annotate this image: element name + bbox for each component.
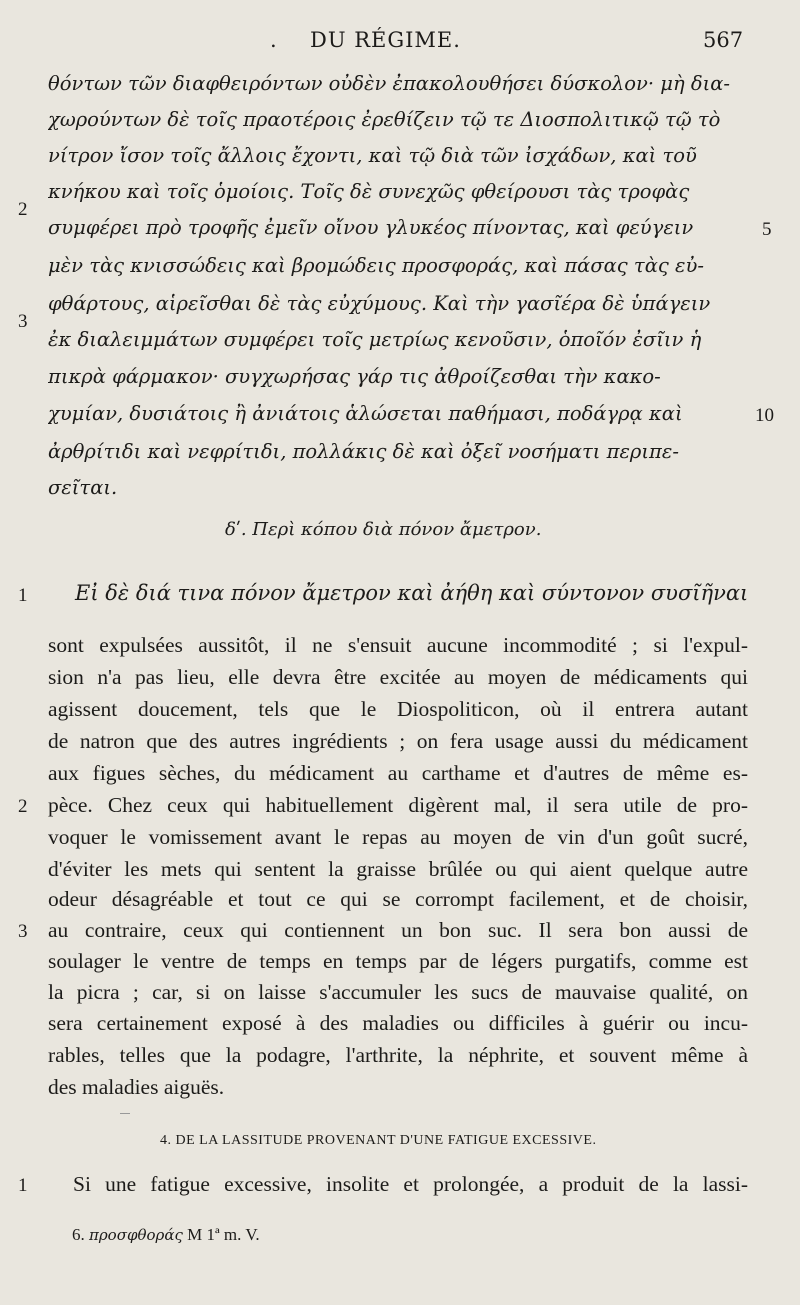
french-line-13: sera certainement exposé à des maladies ou difficiles à guérir ou incu- (48, 1011, 748, 1035)
french-line-15: des maladies aiguës. (48, 1075, 225, 1099)
greek-line-10: χυμίαν, δυσιάτοις ἢ ἀνιάτοις ἁλώσεται παθήμασι, ποδάγρᾳ καὶ (48, 402, 683, 425)
greek-line-number-10: 10 (755, 405, 774, 426)
french-open-number: 1 (18, 1175, 28, 1196)
page-number: 567 (703, 28, 744, 52)
header-dot: . (270, 28, 277, 52)
greek-line-3: νίτρον ἴσον τοῖς ἄλλοις ἔχοντι, καὶ τῷ διὰ τῶν ἰσχάδων, καὶ τοῦ (48, 144, 697, 167)
greek-line-12: σεῖται. (48, 476, 118, 499)
french-section-number-2: 2 (18, 796, 28, 817)
footnote-greek-word: προσφθοράς (89, 1226, 183, 1244)
greek-line-7: φθάρτους, αἱρεῖσθαι δὲ τὰς εὐχύμους. Καὶ τὴν γασῖέρα δὲ ὑπάγειν (48, 292, 711, 315)
greek-section-number-2: 2 (18, 199, 28, 220)
footnote (72, 1222, 472, 1248)
french-line-6: pèce. Chez ceux qui habituellement digèrent mal, il sera utile de pro- (48, 793, 748, 817)
footnote-sigla: M 1ª m. V. (187, 1225, 260, 1244)
running-title: DU RÉGIME. (310, 28, 461, 52)
greek-line-11: ἀρθρίτιδι καὶ νεφρίτιδι, πολλάκις δὲ καὶ ὀξεῖ νοσήματι περιπε- (48, 440, 679, 463)
french-line-9: odeur désagréable et tout ce qui se corrompt facilement, et de choisir, (48, 887, 748, 911)
french-open-line: Si une fatigue excessive, insolite et prolongée, a produit de la lassi- (73, 1172, 748, 1196)
greek-section-heading: δʹ. Περὶ κόπου διὰ πόνον ἄμετρον. (225, 519, 542, 540)
greek-open-line: Εἰ δὲ διά τινα πόνον ἄμετρον καὶ ἀήθη καὶ σύντονον συσῖῆναι (75, 581, 749, 605)
greek-line-5: συμφέρει πρὸ τροφῆς ἐμεῖν οἴνου γλυκέος πίνοντας, καὶ φεύγειν (48, 216, 694, 239)
french-line-2: sion n'a pas lieu, elle devra être excitée au moyen de médicaments qui (48, 665, 748, 689)
french-line-14: rables, telles que la podagre, l'arthrite, la néphrite, et souvent même à (48, 1043, 748, 1067)
french-line-8: d'éviter les mets qui sentent la graisse brûlée ou qui aient quelque autre (48, 857, 748, 881)
greek-line-number-5: 5 (762, 219, 772, 240)
greek-line-6: μὲν τὰς κνισσώδεις καὶ βρομώδεις προσφοράς, καὶ πάσας τὰς εὐ- (48, 254, 704, 277)
french-section-heading: 4. DE LA LASSITUDE PROVENANT D'UNE FATIGUE EXCESSIVE. (160, 1133, 597, 1148)
french-line-3: agissent doucement, tels que le Diospoliticon, où il entrera autant (48, 697, 748, 721)
french-line-7: voquer le vomissement avant le repas au moyen de vin d'un goût sucré, (48, 825, 748, 849)
greek-open-number: 1 (18, 585, 28, 606)
greek-line-9: πικρὰ φάρμακον· συγχωρήσας γάρ τις ἀθροίζεσθαι τὴν κακο- (48, 365, 661, 388)
greek-line-4: κνήκου καὶ τοῖς ὁμοίοις. Τοῖς δὲ συνεχῶς φθείρουσι τὰς τροφὰς (48, 180, 690, 203)
divider (120, 1113, 130, 1114)
greek-line-2: χωρούντων δὲ τοῖς πραοτέροις ἐρεθίζειν τῷ τε Διοσπολιτικῷ τῷ τὸ (48, 108, 721, 131)
french-line-12: la picra ; car, si on laisse s'accumuler les sucs de mauvaise qualité, on (48, 980, 748, 1004)
french-line-4: de natron que des autres ingrédients ; on fera usage aussi du médicament (48, 729, 748, 753)
greek-section-number-3: 3 (18, 311, 28, 332)
running-header (0, 28, 800, 58)
french-section-number-3: 3 (18, 921, 28, 942)
french-line-5: aux figues sèches, du médicament au carthame et d'autres de même es- (48, 761, 748, 785)
greek-line-8: ἐκ διαλειμμάτων συμφέρει τοῖς μετρίως κενοῦσιν, ὁποῖόν ἐσῖιν ἡ (48, 328, 702, 351)
greek-line-1: θόντων τῶν διαφθειρόντων οὐδὲν ἐπακολουθήσει δύσκολον· μὴ δια- (48, 72, 730, 95)
footnote-number: 6. (72, 1225, 85, 1244)
french-line-11: soulager le ventre de temps en temps par de légers purgatifs, comme est (48, 949, 748, 973)
french-line-10: au contraire, ceux qui contiennent un bon suc. Il sera bon aussi de (48, 918, 748, 942)
french-line-1: sont expulsées aussitôt, il ne s'ensuit aucune incommodité ; si l'expul- (48, 633, 748, 657)
